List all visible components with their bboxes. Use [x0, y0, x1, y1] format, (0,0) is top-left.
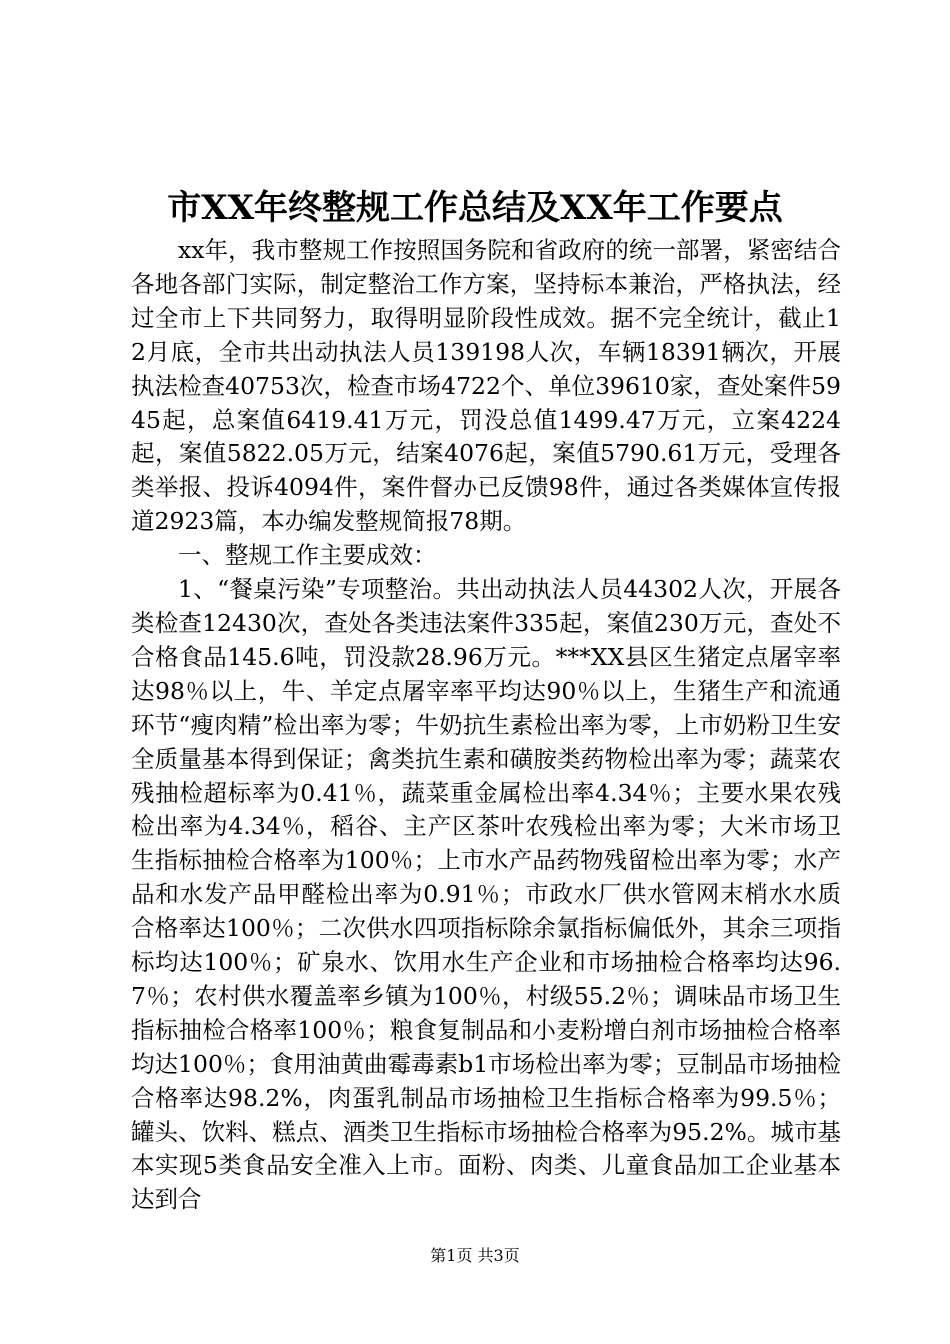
- document-body: [131, 234, 841, 1217]
- section-heading: 一、整规工作主要成效：: [178, 541, 437, 570]
- document-title: 市XX年终整规工作总结及XX年工作要点: [167, 188, 783, 228]
- section-item-paragraph: 1、“餐桌污染”专项整治。共出动执法人员44302人次，开展各类检查12430次，查处各类违法案件335起，案值230万元，查处不合格食品145.6吨，罚没款28.96万元。***XX县区生猪定点屠宰率达98％以上，牛、羊定点屠宰率平均达90％以上，生猪生产和流通环节“瘦肉精”检出率为零；牛奶抗生素检出率为零，上市奶粉卫生安全质量基本得到保证；禽类抗生素和磺胺类药物检出率为零；蔬菜农残抽检超标率为0.41％，蔬菜重金属检出率4.34％；主要水果农残检出率为4.34％，稻谷、主产区茶叶农残检出率为零；大米市场卫生指标抽检合格率为100％；上市水产品药物残留检出率为零；水产品和水发产品甲醛检出率为0.91％；市政水厂供水管网末梢水水质合格率达100％；二次供水四项指标除余氯指标偏低外，其余三项指标均达100％；矿泉水、饮用水生产企业和市场抽检合格率均达96.7％；农村供水覆盖率乡镇为100％，村级55.2％；调味品市场卫生指标抽检合格率100％；粮食复制品和小麦粉增白剂市场抽检合格率均达100％；食用油黄曲霉毒素b1市场检出率为零；豆制品市场抽检合格率达98.2%，肉蛋乳制品市场抽检卫生指标合格率为99.5％；罐头、饮料、糕点、酒类卫生指标市场抽检合格率为95.2%。城市基本实现5类食品安全准入上市。面粉、肉类、儿童食品加工企业基本达到合: [131, 575, 841, 1214]
- intro-paragraph: xx年，我市整规工作按照国务院和省政府的统一部署，紧密结合各地各部门实际，制定整治工作方案，坚持标本兼治，严格执法，经过全市上下共同努力，取得明显阶段性成效。据不完全统计，截止12月底，全市共出动执法人员139198人次，车辆18391辆次，开展执法检查40753次，检查市场4722个、单位39610家，查处案件5945起，总案值6419.41万元，罚没总值1499.47万元，立案4224起，案值5822.05万元，结案4076起，案值5790.61万元，受理各类举报、投诉4094件，案件督办已反馈98件，通过各类媒体宣传报道2923篇，本办编发整规简报78期。: [131, 236, 841, 536]
- page-number-footer: 第1页 共3页: [430, 1246, 520, 1265]
